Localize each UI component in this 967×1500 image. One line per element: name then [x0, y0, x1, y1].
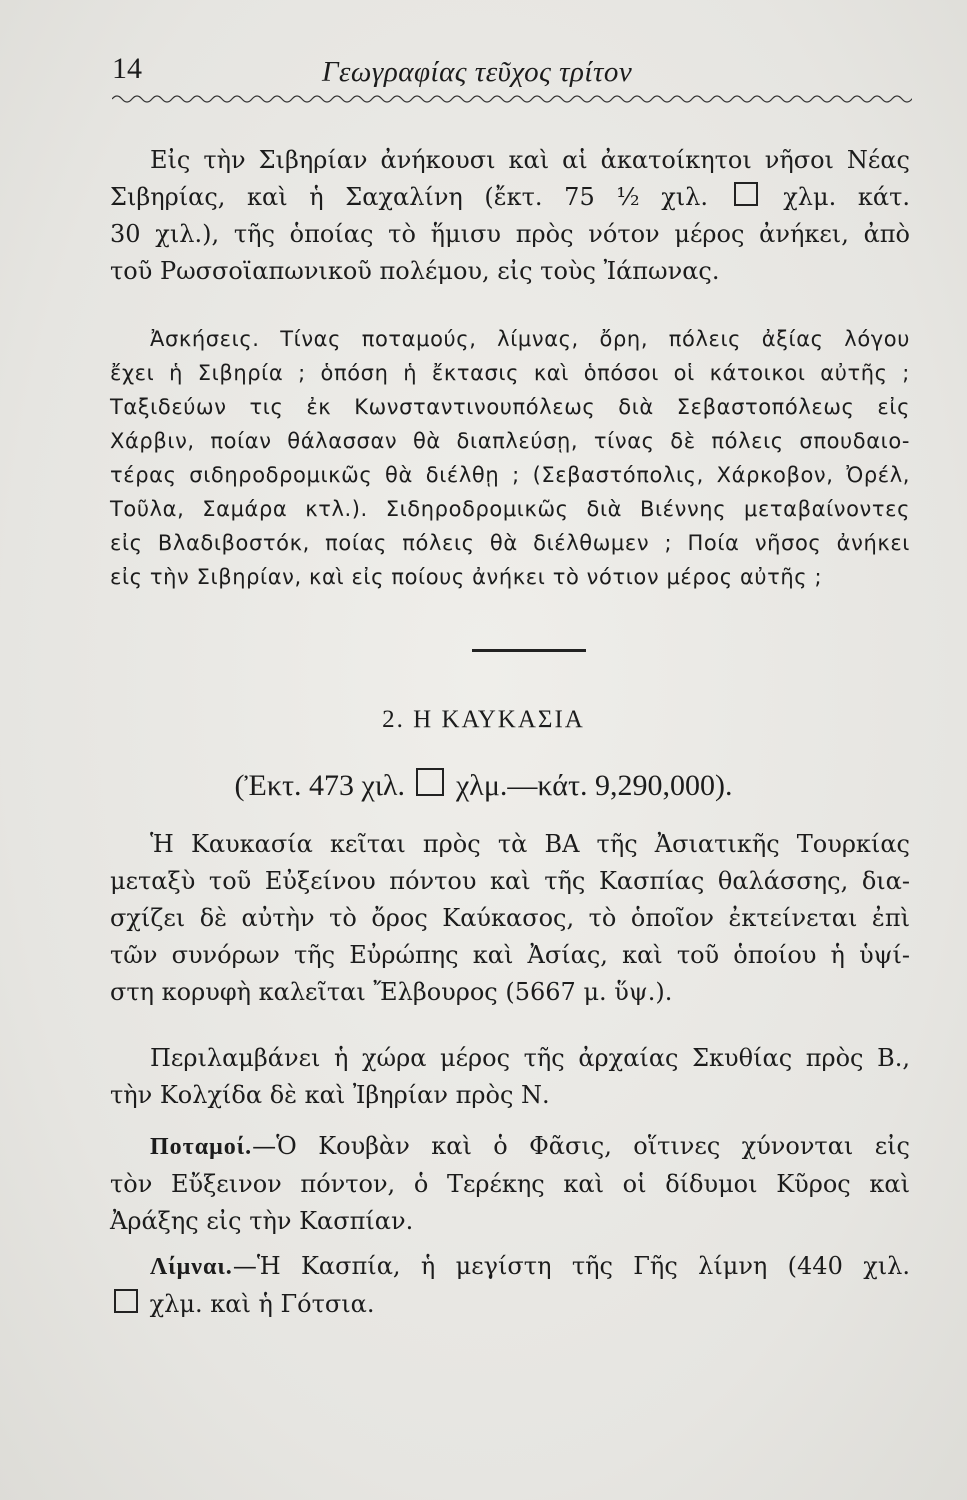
text-fragment: —Ὁ Κουβὰν καὶ ὁ Φᾶσις, οἵτινες χύνονται εἰς	[252, 1132, 910, 1160]
text-line: Ἀράξης εἰς τὴν Κασπίαν.	[110, 1207, 414, 1235]
text-line: τὴν Κολχίδα δὲ καὶ Ἰβηρίαν πρὸς Ν.	[110, 1081, 550, 1109]
page-header	[112, 52, 912, 94]
text-line: τοῦ Ρωσσοϊαπωνικοῦ πολέμου, εἰς τοὺς Ἰάπωνας.	[110, 257, 720, 285]
text-line: Περιλαμβάνει ἡ χώρα μέρος τῆς ἀρχαίας Σκυθίας πρὸς Β.,	[150, 1044, 910, 1072]
text-line	[110, 1248, 910, 1286]
square-symbol-icon	[416, 768, 444, 796]
text-fragment: Σιβηρίας, καὶ ἡ Σαχαλίνη (ἔκτ. 75 ½ χιλ.	[110, 183, 709, 211]
lakes-paragraph	[110, 1248, 910, 1323]
text-line: τῶν συνόρων τῆς Εὐρώπης καὶ Ἀσίας, καὶ τοῦ ὁποίου ἡ ὑψί-	[110, 941, 910, 969]
square-symbol-icon	[114, 1289, 138, 1313]
text-line: 30 χιλ.), τῆς ὁποίας τὸ ἥμισυ πρὸς νότον μέρος ἀνήκει, ἀπὸ	[110, 220, 910, 248]
stats-text: χλμ.—κάτ. 9,290,000).	[455, 769, 733, 802]
section-title: 2. Η ΚΑΥΚΑΣΙΑ	[382, 706, 585, 733]
intro-paragraph	[110, 142, 910, 290]
text-fragment: χλμ. καὶ ἡ Γότσια.	[149, 1290, 375, 1318]
text-line: μεταξὺ τοῦ Εὐξείνου πόντου καὶ τῆς Κασπίας θαλάσσης, δια-	[110, 867, 910, 895]
text-line	[110, 1286, 910, 1323]
text-line: εἰς Βλαδιβοστόκ, ποίας πόλεις θὰ διέλθωμεν ; Ποία νῆσος ἀνήκει	[110, 531, 910, 555]
section-stats	[0, 768, 967, 803]
body-paragraph-2	[110, 1040, 910, 1114]
text-line: ἔχει ἡ Σιβηρία ; ὁπόση ἡ ἔκτασις καὶ ὁπόσοι οἱ κάτοικοι αὐτῆς ;	[110, 361, 910, 385]
exercises-paragraph	[110, 322, 910, 594]
text-line: Ἀσκήσεις. Τίνας ποταμούς, λίμνας, ὄρη, πόλεις ἀξίας λόγου	[150, 327, 910, 351]
text-line: σχίζει δὲ αὐτὴν τὸ ὄρος Καύκασος, τὸ ὁποῖον ἐκτείνεται ἐπὶ	[110, 904, 910, 932]
text-line: εἰς τὴν Σιβηρίαν, καὶ εἰς ποίους ἀνήκει τὸ νότιον μέρος αὐτῆς ;	[110, 565, 823, 589]
square-symbol-icon	[734, 182, 758, 206]
text-line: τέρας σιδηροδρομικῶς θὰ διέλθῃ ; (Σεβαστόπολις, Χάρκοβον, Ὀρέλ,	[110, 463, 910, 487]
running-title: Γεωγραφίας τεῦχος τρίτον	[322, 56, 633, 88]
stats-text: (Ἐκτ. 473 χιλ.	[234, 769, 405, 802]
text-line: τὸν Εὔξεινον πόντον, ὁ Τερέκης καὶ οἱ δίδυμοι Κῦρος καὶ	[110, 1170, 910, 1198]
text-fragment: χλμ. κάτ.	[783, 183, 910, 211]
text-line: Τοῦλα, Σαμάρα κτλ.). Σιδηροδρομικῶς διὰ Βιέννης μεταβαίνοντες	[110, 497, 910, 521]
text-line	[110, 179, 910, 216]
text-fragment: —Ἡ Κασπία, ἡ μεγίστη τῆς Γῆς λίμνη (440 χιλ.	[232, 1252, 910, 1280]
body-paragraph-1	[110, 826, 910, 1011]
page-number: 14	[112, 52, 142, 85]
rivers-paragraph	[110, 1128, 910, 1240]
rivers-heading: Ποταμοί.	[150, 1134, 253, 1160]
section-divider	[472, 649, 586, 652]
text-line: Εἰς τὴν Σιβηρίαν ἀνήκουσι καὶ αἱ ἀκατοίκητοι νῆσοι Νέας	[150, 146, 910, 174]
text-line: Ταξιδεύων τις ἐκ Κωνσταντινουπόλεως διὰ Σεβαστοπόλεως εἰς	[110, 395, 910, 419]
wavy-rule-divider	[112, 92, 912, 106]
text-line: στη κορυφὴ καλεῖται Ἔλβουρος (5667 μ. ὕψ.).	[110, 978, 673, 1006]
text-line	[110, 1128, 910, 1166]
text-line: Χάρβιν, ποίαν θάλασσαν θὰ διαπλεύσῃ, τίνας δὲ πόλεις σπουδαιο-	[110, 429, 910, 453]
text-line: Ἡ Καυκασία κεῖται πρὸς τὰ ΒΑ τῆς Ἀσιατικῆς Τουρκίας	[150, 830, 910, 858]
lakes-heading: Λίμναι.	[150, 1254, 233, 1280]
